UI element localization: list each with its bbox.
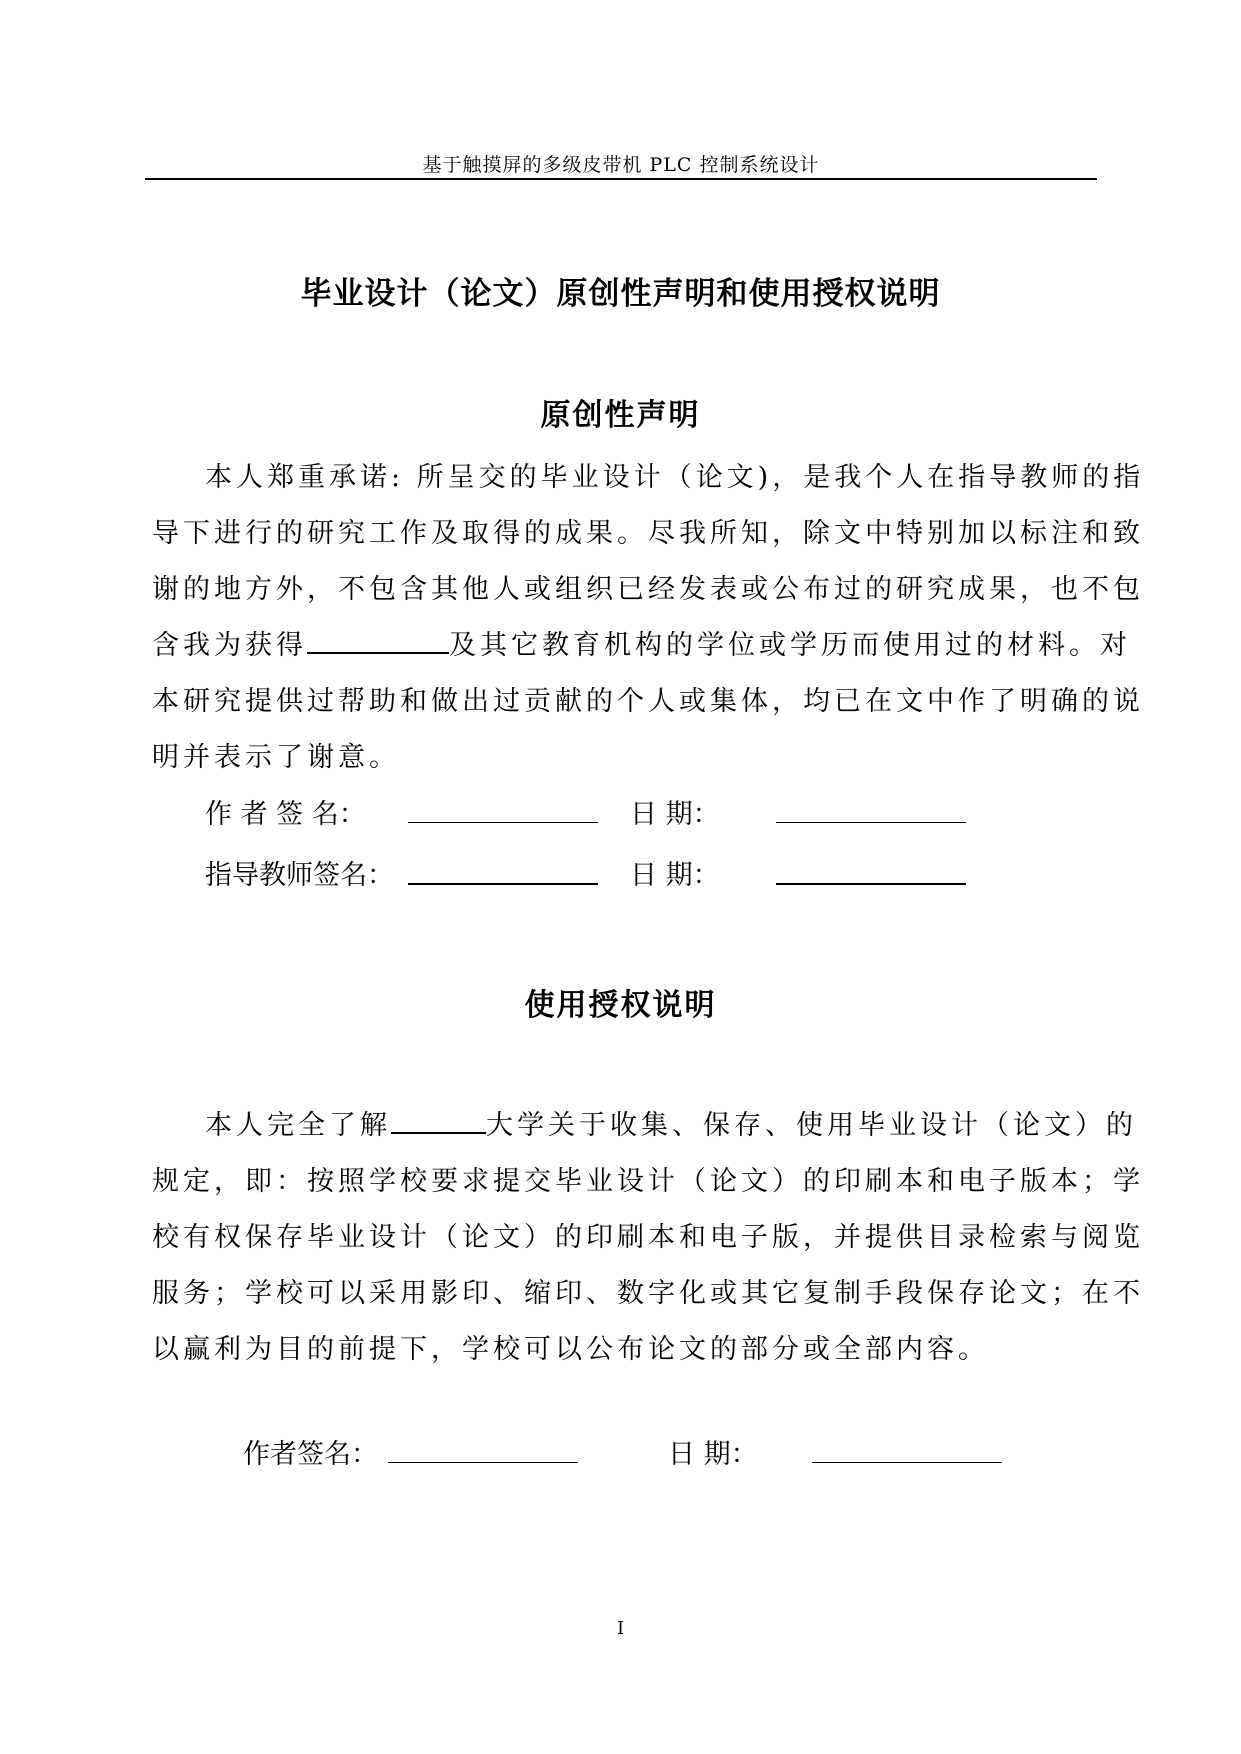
originality-line-4-start: 含我为获得 [152,630,307,661]
author-date-label: 日 期： [630,799,720,830]
author-signature-label: 作 者 签 名： [205,799,366,830]
authorization-author-line[interactable] [388,1462,578,1463]
authorization-line-3: 校有权保存毕业设计（论文）的印刷本和电子版，并提供目录检索与阅览 [152,1222,1144,1253]
supervisor-date-line[interactable] [776,883,966,885]
originality-line-4 [152,623,1131,662]
originality-line-1: 本人郑重承诺: 所呈交的毕业设计（论文)，是我个人在指导教师的指 [205,462,1145,493]
originality-line-2: 导下进行的研究工作及取得的成果。尽我所知，除文中特别加以标注和致 [152,518,1144,549]
running-header: 基于触摸屏的多级皮带机 PLC 控制系统设计 [422,154,820,176]
author-signature-line[interactable] [408,822,598,823]
authorization-date-label: 日 期： [668,1439,758,1470]
authorization-line-1-start: 本人完全了解 [205,1110,391,1141]
originality-line-3: 谢的地方外，不包含其他人或组织已经发表或公布过的研究成果，也不包 [152,574,1144,605]
main-title: 毕业设计（论文）原创性声明和使用授权说明 [300,276,941,312]
supervisor-signature-label: 指导教师签名： [205,860,394,891]
authorization-author-label: 作者签名： [243,1439,378,1470]
originality-line-5: 本研究提供过帮助和做出过贡献的个人或集体，均已在文中作了明确的说 [152,686,1144,717]
authorization-heading: 使用授权说明 [524,988,717,1023]
originality-line-6: 明并表示了谢意。 [152,742,400,773]
authorization-line-4: 服务；学校可以采用影印、缩印、数字化或其它复制手段保存论文；在不 [152,1278,1144,1309]
authorization-date-line[interactable] [812,1462,1002,1463]
supervisor-signature-line[interactable] [408,883,598,885]
supervisor-date-label: 日 期： [630,860,720,891]
page-number: I [616,1618,625,1639]
authorization-line-1-end: 大学关于收集、保存、使用毕业设计（论文）的 [486,1110,1137,1141]
originality-heading: 原创性声明 [540,398,701,433]
university-blank [391,1106,486,1134]
authorization-line-5: 以赢利为目的前提下，学校可以公布论文的部分或全部内容。 [152,1334,989,1365]
header-rule [145,178,1097,180]
institution-blank [307,626,449,654]
author-date-line[interactable] [776,822,966,823]
authorization-line-1 [205,1103,1137,1142]
authorization-line-2: 规定，即：按照学校要求提交毕业设计（论文）的印刷本和电子版本；学 [152,1166,1144,1197]
originality-line-4-end: 及其它教育机构的学位或学历而使用过的材料。对 [449,630,1131,661]
